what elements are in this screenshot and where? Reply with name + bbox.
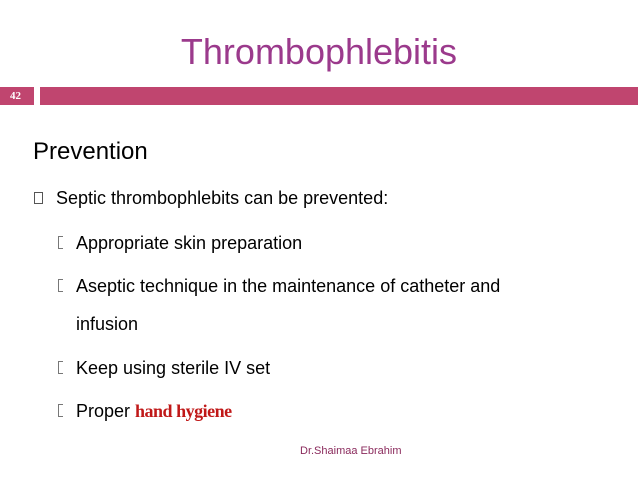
slide-number: 42	[10, 90, 21, 102]
sub-bullet-text-2-cont: infusion	[76, 314, 139, 334]
proper-label: Proper	[76, 401, 136, 421]
title-divider-bar	[40, 87, 638, 105]
sub-bullet-text-2: Aseptic technique in the maintenance of catheter and	[76, 276, 501, 296]
sub-bullet-icon	[58, 404, 63, 417]
square-bullet-icon	[34, 192, 43, 204]
sub-bullet-text-3: Keep using sterile IV set	[76, 358, 271, 378]
sub-bullet-icon	[58, 236, 63, 249]
sub-bullet-icon	[58, 361, 63, 374]
sub-bullet-icon	[58, 279, 63, 292]
slide-title: Thrombophlebitis	[180, 31, 458, 72]
section-heading: Prevention	[33, 138, 148, 165]
sub-bullet-text-1: Appropriate skin preparation	[76, 233, 303, 253]
sub-bullet-text-4	[76, 398, 232, 424]
footer-author: Dr.Shaimaa Ebrahim	[300, 445, 402, 457]
hand-hygiene-highlight: hand hygiene	[135, 401, 232, 421]
bullet-text: Septic thrombophlebits can be prevented:	[56, 188, 389, 208]
slide-number-box	[0, 87, 34, 105]
